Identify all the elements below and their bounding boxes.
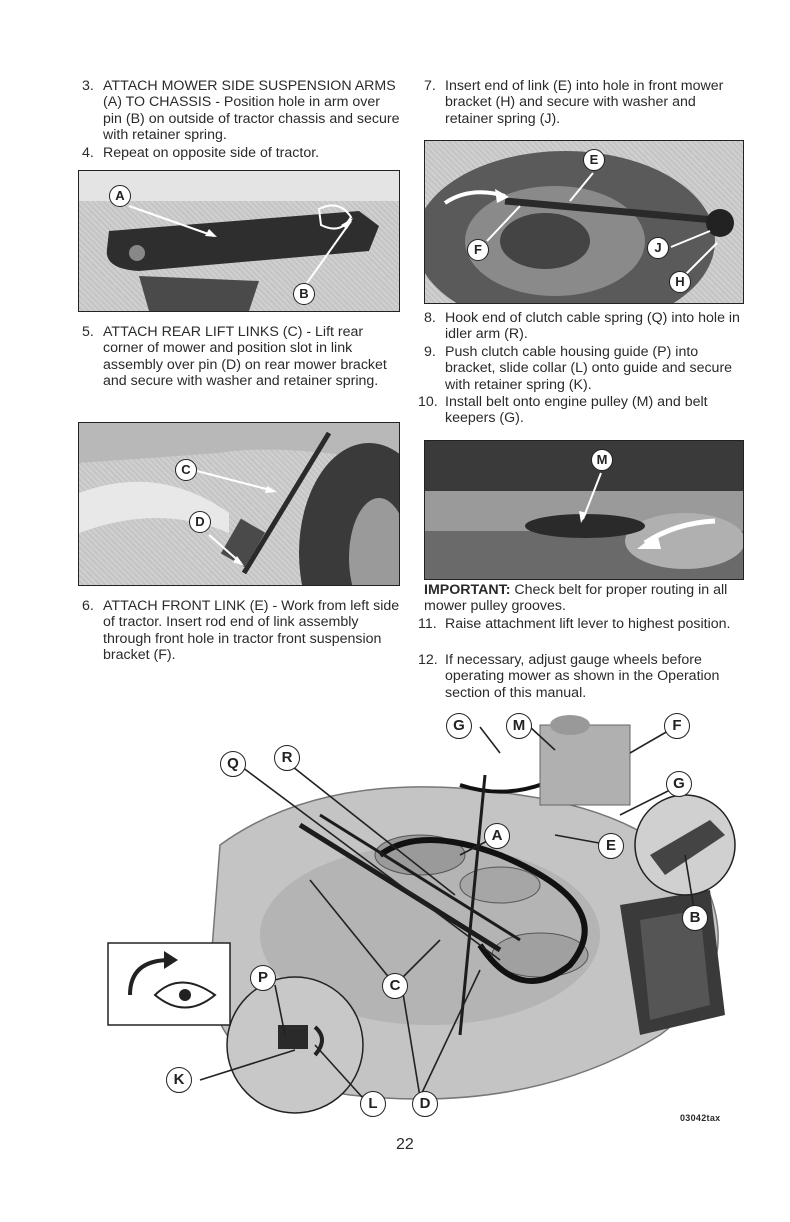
callout-d: D: [412, 1091, 438, 1117]
photo-engine-pulley: [424, 440, 744, 580]
step-text: If necessary, adjust gauge wheels before operating mower as shown in the Operation section of this manual.: [445, 652, 720, 701]
callout-m: M: [591, 449, 613, 471]
callout-k: K: [166, 1067, 192, 1093]
step-number: 4.: [82, 145, 94, 161]
callout-g: G: [666, 771, 692, 797]
callout-f: F: [467, 239, 489, 261]
step-text: ATTACH MOWER SIDE SUSPENSION ARMS (A) TO CHASSIS - Position hole in arm over pin (B) on outside of tractor chassis and secure with retainer spring.: [103, 78, 400, 144]
callout-e: E: [598, 833, 624, 859]
important-text: Check belt for proper routing in all mower pulley grooves.: [424, 582, 728, 615]
callout-d: D: [189, 511, 211, 533]
mower-deck-illustration: [100, 705, 750, 1125]
callout-a: A: [484, 823, 510, 849]
callout-f: F: [664, 713, 690, 739]
step-number: 5.: [82, 324, 94, 340]
callout-l: L: [360, 1091, 386, 1117]
step-number: 11.: [418, 616, 437, 632]
rear-lift-links-illustration: [79, 423, 399, 585]
callout-e: E: [583, 149, 605, 171]
photo-side-suspension-arm: [78, 170, 400, 312]
step-number: 10.: [418, 394, 438, 410]
callout-a: A: [109, 185, 131, 207]
step-number: 3.: [82, 78, 94, 94]
step-text: Raise attachment lift lever to highest position.: [445, 616, 731, 632]
step-text: Install belt onto engine pulley (M) and belt keepers (G).: [445, 394, 708, 427]
photo-front-link: [424, 140, 744, 304]
engine-pulley-illustration: [425, 441, 743, 579]
step-number: 9.: [424, 344, 436, 360]
callout-j: J: [647, 237, 669, 259]
step-number: 12.: [418, 652, 438, 668]
callout-b: B: [682, 905, 708, 931]
step-text: Push clutch cable housing guide (P) into bracket, slide collar (L) onto guide and secure with retainer spring (K).: [445, 344, 733, 393]
step-number: 8.: [424, 310, 436, 326]
callout-c: C: [382, 973, 408, 999]
step-text: ATTACH REAR LIFT LINKS (C) - Lift rear corner of mower and position slot in link assembly over pin (D) on rear mower bracket and secure with washer and retainer spring.: [103, 324, 387, 390]
step-number: 6.: [82, 598, 94, 614]
callout-m: M: [506, 713, 532, 739]
callout-r: R: [274, 745, 300, 771]
callout-p: P: [250, 965, 276, 991]
callout-b: B: [293, 283, 315, 305]
step-number: 7.: [424, 78, 436, 94]
callout-q: Q: [220, 751, 246, 777]
mower-deck-drawing: [100, 705, 750, 1125]
page-number: 22: [396, 1136, 414, 1153]
callout-c: C: [175, 459, 197, 481]
step-text: ATTACH FRONT LINK (E) - Work from left side of tractor. Insert rod end of link assembly through front hole in tractor front suspension bracket (F).: [103, 598, 400, 664]
callout-h: H: [669, 271, 691, 293]
step-text: Insert end of link (E) into hole in front mower bracket (H) and secure with washer and retainer spring (J).: [445, 78, 724, 127]
important-note: [424, 582, 742, 615]
step-text: Repeat on opposite side of tractor.: [103, 145, 320, 161]
important-label: IMPORTANT:: [424, 582, 511, 598]
callout-g: G: [446, 713, 472, 739]
photo-rear-lift-links: [78, 422, 400, 586]
figure-id: 03042tax: [680, 1113, 721, 1123]
step-text: Hook end of clutch cable spring (Q) into hole in idler arm (R).: [445, 310, 740, 343]
